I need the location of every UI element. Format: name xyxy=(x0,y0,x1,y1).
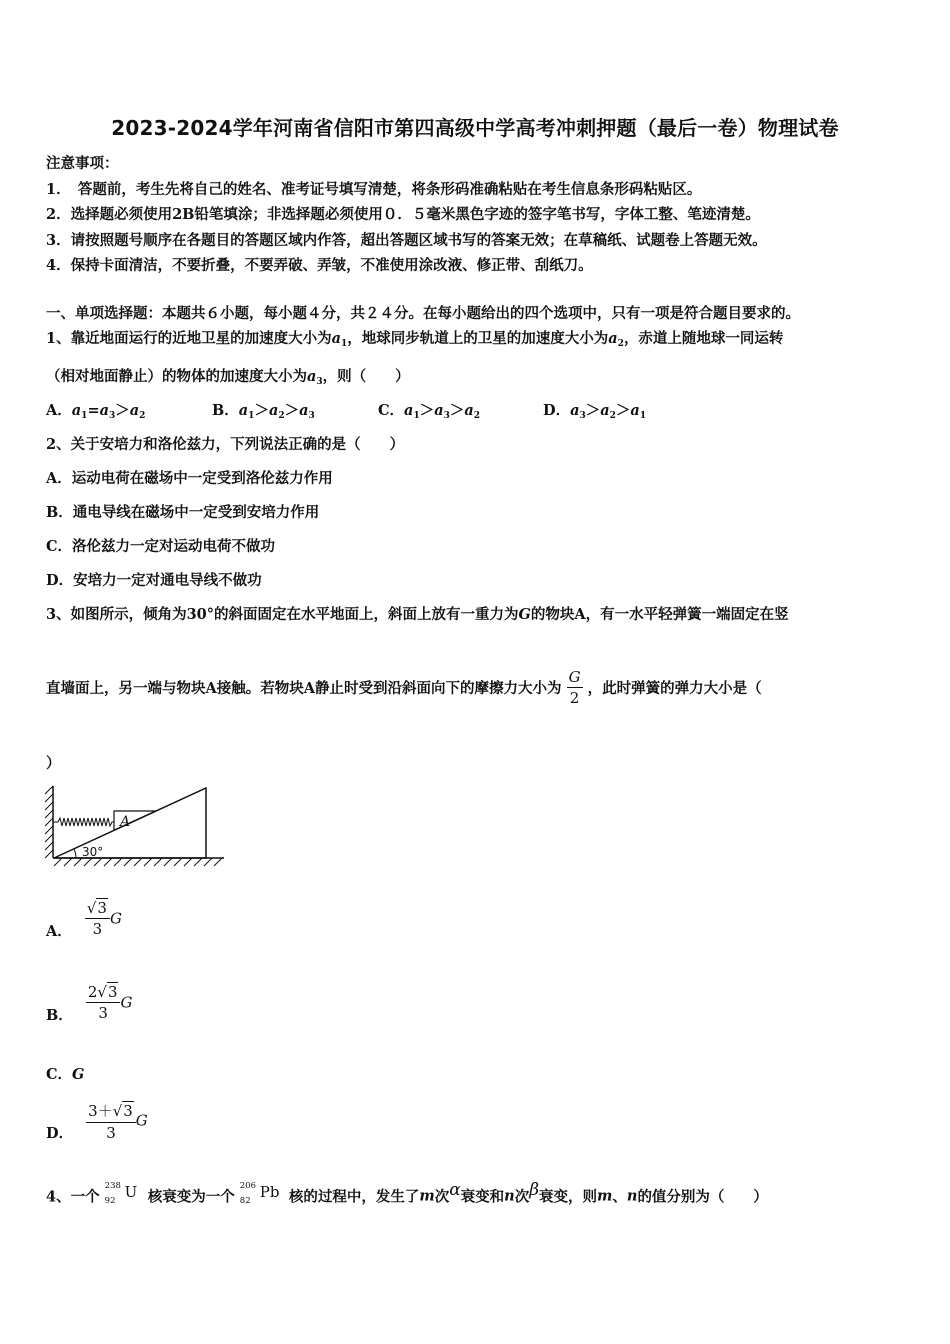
page-title: 2023-2024学年河南省信阳市第四高级中学高考冲刺押题（最后一卷）物理试卷 xyxy=(111,116,839,140)
option-d-fraction: $\frac{3+√3}{3}$ xyxy=(86,1100,136,1142)
question-2-option-d[interactable]: D．安培力一定对通电导线不做功 xyxy=(46,572,262,589)
incline-spring-figure xyxy=(40,780,230,870)
question-1-stem: 1、靠近地面运行的近地卫星的加速度大小为$a_1$，地球同步轨道上的卫星的加速度大小为$a_2$，赤道上随地球一同运转 xyxy=(46,330,784,349)
spring-coil xyxy=(53,818,114,826)
question-1-option-b[interactable]: B．$a_1>a_2>a_3$ xyxy=(212,402,315,421)
angle-label: 30° xyxy=(82,845,104,859)
section-heading: 一、单项选择题：本题共６小题，每小题４分，共２４分。在每小题给出的四个选项中，只有一项是符合题目要求的。 xyxy=(46,305,800,322)
question-2-option-b[interactable]: B．通电导线在磁场中一定受到安培力作用 xyxy=(46,504,320,521)
notice-item: 1． 答题前，考生先将自己的姓名、准考证号填写清楚，将条形码准确粘贴在考生信息条形码粘贴区。 xyxy=(46,181,702,198)
notice-heading: 注意事项： xyxy=(46,155,119,172)
question-3-option-b[interactable]: B． $\frac{2√3}{3}$ G xyxy=(46,983,133,1024)
question-4-stem: 4、一个 238 92 U 核衰变为一个 206 82 Pb 核的过程中，发生了m次α衰变和n次β衰变，则m、n的值分别为（ ） xyxy=(46,1180,768,1211)
question-3-stem-cont: 直墙面上，另一端与物块A接触。若物块A静止时受到沿斜面向下的摩擦力大小为 $\frac{G}{2}$ ，此时弹簧的弹力大小是（ xyxy=(46,668,762,707)
block-a-label: A xyxy=(120,814,131,830)
lead-nuclide: 206 82 Pb xyxy=(239,1181,280,1206)
question-3-option-a[interactable]: A． $\frac{√3}{3}$ G xyxy=(46,899,122,940)
question-3-option-d[interactable]: D． $\frac{3+√3}{3}$ G xyxy=(46,1101,148,1142)
fraction-g-over-2: $\frac{G}{2}$ xyxy=(568,668,581,707)
question-3-stem: 3、如图所示，倾角为30°的斜面固定在水平地面上，斜面上放有一重力为G的物块A，有一水平轻弹簧一端固定在竖 xyxy=(46,606,789,623)
notice-item: 2．选择题必须使用2B铅笔填涂；非选择题必须使用０．５毫米黑色字迹的签字笔书写，字体工整、笔迹清楚。 xyxy=(46,206,760,223)
question-3-stem-end: ） xyxy=(46,755,61,772)
question-3-option-c[interactable]: C．G xyxy=(46,1066,85,1083)
option-a-fraction: $\frac{√3}{3}$ xyxy=(85,899,110,938)
question-1-stem-cont: （相对地面静止）的物体的加速度大小为$a_3$，则（ ） xyxy=(46,368,410,387)
option-b-fraction: $\frac{2√3}{3}$ xyxy=(86,983,121,1022)
angle-arc xyxy=(74,849,76,858)
wall-hatching xyxy=(45,786,53,858)
question-1-option-a[interactable]: A．$a_1=a_3>a_2$ xyxy=(46,402,146,421)
question-2-stem: 2、关于安培力和洛伦兹力，下列说法正确的是（ ） xyxy=(46,436,405,453)
notice-item: 3．请按照题号顺序在各题目的答题区域内作答，超出答题区域书写的答案无效；在草稿纸、试题卷上答题无效。 xyxy=(46,232,767,249)
notice-item: 4．保持卡面清洁，不要折叠，不要弄破、弄皱，不准使用涂改液、修正带、刮纸刀。 xyxy=(46,257,593,274)
question-1-option-c[interactable]: C．$a_1>a_3>a_2$ xyxy=(378,402,481,421)
uranium-nuclide: 238 92 U xyxy=(104,1181,138,1206)
question-2-option-c[interactable]: C．洛伦兹力一定对运动电荷不做功 xyxy=(46,538,276,555)
question-1-option-d[interactable]: D．$a_3>a_2>a_1$ xyxy=(543,402,647,421)
question-2-option-a[interactable]: A．运动电荷在磁场中一定受到洛伦兹力作用 xyxy=(46,470,333,487)
ground-hatching xyxy=(54,858,222,866)
